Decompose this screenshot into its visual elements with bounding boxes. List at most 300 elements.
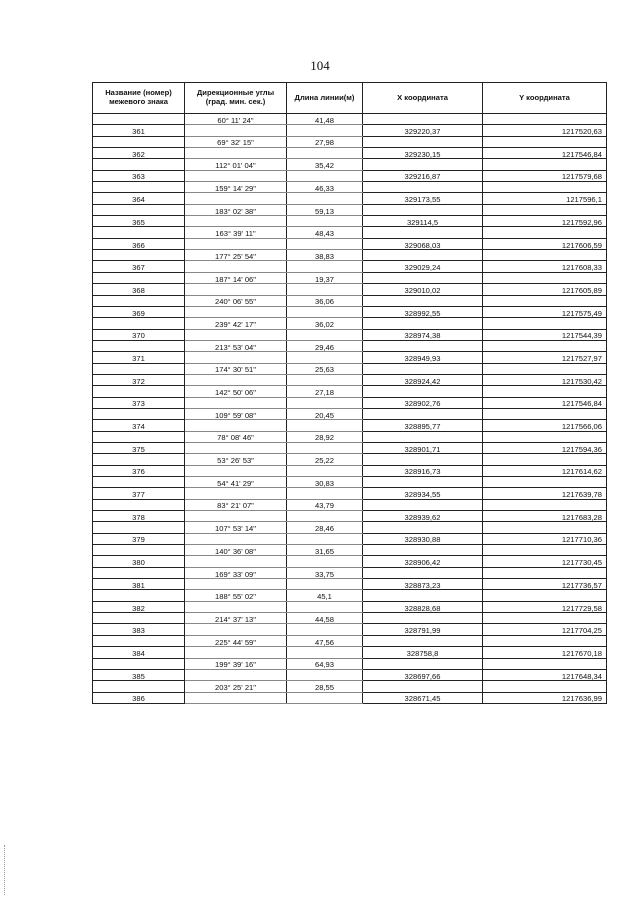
line-length: 38,83 — [287, 250, 363, 261]
point-row — [93, 397, 607, 408]
empty-cell — [287, 465, 363, 476]
empty-cell — [363, 499, 483, 510]
empty-cell — [483, 318, 607, 329]
empty-cell — [363, 204, 483, 215]
point-row — [93, 306, 607, 317]
segment-row — [93, 431, 607, 442]
direction-angle: 188° 55' 02" — [185, 590, 287, 601]
empty-cell — [185, 579, 287, 590]
direction-angle: 214° 37' 13" — [185, 613, 287, 624]
empty-cell — [93, 204, 185, 215]
segment-row — [93, 477, 607, 488]
empty-cell — [363, 431, 483, 442]
point-row — [93, 488, 607, 499]
line-length: 59,13 — [287, 204, 363, 215]
empty-cell — [185, 692, 287, 703]
point-name: 365 — [93, 216, 185, 227]
empty-cell — [185, 125, 287, 136]
header-y: Y координата — [483, 83, 607, 114]
empty-cell — [363, 272, 483, 283]
empty-cell — [483, 227, 607, 238]
empty-cell — [185, 624, 287, 635]
empty-cell — [363, 363, 483, 374]
point-row — [93, 374, 607, 385]
empty-cell — [287, 306, 363, 317]
line-length: 28,46 — [287, 522, 363, 533]
empty-cell — [93, 567, 185, 578]
empty-cell — [185, 284, 287, 295]
segment-row — [93, 363, 607, 374]
line-length: 41,48 — [287, 114, 363, 125]
empty-cell — [363, 386, 483, 397]
empty-cell — [93, 522, 185, 533]
line-length: 36,02 — [287, 318, 363, 329]
point-row — [93, 125, 607, 136]
x-coordinate: 328828,68 — [363, 601, 483, 612]
line-length: 44,58 — [287, 613, 363, 624]
y-coordinate: 1217670,18 — [483, 647, 607, 658]
empty-cell — [93, 227, 185, 238]
y-coordinate: 1217736,57 — [483, 579, 607, 590]
direction-angle: 225° 44' 59" — [185, 635, 287, 646]
direction-angle: 69° 32' 15" — [185, 136, 287, 147]
empty-cell — [287, 261, 363, 272]
line-length: 46,33 — [287, 182, 363, 193]
empty-cell — [363, 250, 483, 261]
margin-mark — [4, 845, 7, 895]
point-row — [93, 420, 607, 431]
table-body — [93, 114, 607, 704]
point-name: 383 — [93, 624, 185, 635]
empty-cell — [287, 692, 363, 703]
empty-cell — [93, 295, 185, 306]
empty-cell — [185, 511, 287, 522]
x-coordinate: 328924,42 — [363, 374, 483, 385]
point-row — [93, 465, 607, 476]
segment-row — [93, 318, 607, 329]
empty-cell — [93, 182, 185, 193]
empty-cell — [363, 613, 483, 624]
point-row — [93, 511, 607, 522]
point-name: 385 — [93, 669, 185, 680]
point-name: 375 — [93, 442, 185, 453]
empty-cell — [93, 635, 185, 646]
empty-cell — [287, 352, 363, 363]
point-name: 374 — [93, 420, 185, 431]
segment-row — [93, 272, 607, 283]
x-coordinate: 328906,42 — [363, 556, 483, 567]
point-name: 368 — [93, 284, 185, 295]
direction-angle: 239° 42' 17" — [185, 318, 287, 329]
line-length: 33,75 — [287, 567, 363, 578]
segment-row — [93, 567, 607, 578]
x-coordinate: 329230,15 — [363, 148, 483, 159]
line-length: 47,56 — [287, 635, 363, 646]
point-row — [93, 533, 607, 544]
segment-row — [93, 408, 607, 419]
x-coordinate: 328902,76 — [363, 397, 483, 408]
empty-cell — [483, 613, 607, 624]
point-row — [93, 647, 607, 658]
empty-cell — [363, 681, 483, 692]
empty-cell — [287, 216, 363, 227]
empty-cell — [287, 601, 363, 612]
x-coordinate: 329029,24 — [363, 261, 483, 272]
empty-cell — [287, 533, 363, 544]
header-angle: Дирекционные углы (град. мин. сек.) — [185, 83, 287, 114]
boundary-coordinates-table — [92, 82, 607, 704]
empty-cell — [363, 408, 483, 419]
empty-cell — [185, 488, 287, 499]
segment-row — [93, 340, 607, 351]
empty-cell — [287, 511, 363, 522]
x-coordinate: 328934,55 — [363, 488, 483, 499]
point-row — [93, 692, 607, 703]
point-name: 380 — [93, 556, 185, 567]
empty-cell — [185, 306, 287, 317]
line-length: 48,43 — [287, 227, 363, 238]
empty-cell — [185, 148, 287, 159]
header-name: Название (номер) межевого знака — [93, 83, 185, 114]
empty-cell — [483, 590, 607, 601]
segment-row — [93, 658, 607, 669]
x-coordinate: 328939,62 — [363, 511, 483, 522]
y-coordinate: 1217730,45 — [483, 556, 607, 567]
segment-row — [93, 590, 607, 601]
x-coordinate: 328895,77 — [363, 420, 483, 431]
direction-angle: 174° 30' 51" — [185, 363, 287, 374]
empty-cell — [185, 216, 287, 227]
empty-cell — [483, 454, 607, 465]
point-row — [93, 442, 607, 453]
empty-cell — [185, 170, 287, 181]
empty-cell — [287, 624, 363, 635]
empty-cell — [93, 477, 185, 488]
direction-angle: 163° 39' 11" — [185, 227, 287, 238]
empty-cell — [185, 647, 287, 658]
table-header — [93, 83, 607, 114]
x-coordinate: 328873,23 — [363, 579, 483, 590]
segment-row — [93, 499, 607, 510]
point-name: 379 — [93, 533, 185, 544]
empty-cell — [93, 363, 185, 374]
empty-cell — [287, 125, 363, 136]
y-coordinate: 1217579,68 — [483, 170, 607, 181]
point-name: 363 — [93, 170, 185, 181]
empty-cell — [483, 545, 607, 556]
empty-cell — [483, 272, 607, 283]
segment-row — [93, 204, 607, 215]
y-coordinate: 1217608,33 — [483, 261, 607, 272]
direction-angle: 109° 59' 08" — [185, 408, 287, 419]
empty-cell — [363, 227, 483, 238]
empty-cell — [93, 658, 185, 669]
y-coordinate: 1217527,97 — [483, 352, 607, 363]
x-coordinate: 328901,71 — [363, 442, 483, 453]
y-coordinate: 1217520,63 — [483, 125, 607, 136]
empty-cell — [185, 374, 287, 385]
x-coordinate: 329216,87 — [363, 170, 483, 181]
header-x: X координата — [363, 83, 483, 114]
line-length: 43,79 — [287, 499, 363, 510]
segment-row — [93, 136, 607, 147]
line-length: 31,65 — [287, 545, 363, 556]
empty-cell — [287, 238, 363, 249]
x-coordinate: 328974,38 — [363, 329, 483, 340]
y-coordinate: 1217614,62 — [483, 465, 607, 476]
point-name: 384 — [93, 647, 185, 658]
empty-cell — [93, 250, 185, 261]
x-coordinate: 328697,66 — [363, 669, 483, 680]
direction-angle: 213° 53' 04" — [185, 340, 287, 351]
y-coordinate: 1217566,06 — [483, 420, 607, 431]
header-length: Длина линии(м) — [287, 83, 363, 114]
y-coordinate: 1217606,59 — [483, 238, 607, 249]
y-coordinate: 1217683,28 — [483, 511, 607, 522]
empty-cell — [185, 352, 287, 363]
empty-cell — [185, 397, 287, 408]
line-length: 28,55 — [287, 681, 363, 692]
y-coordinate: 1217546,84 — [483, 148, 607, 159]
direction-angle: 187° 14' 06" — [185, 272, 287, 283]
line-length: 27,18 — [287, 386, 363, 397]
point-name: 373 — [93, 397, 185, 408]
empty-cell — [483, 386, 607, 397]
line-length: 25,22 — [287, 454, 363, 465]
empty-cell — [93, 590, 185, 601]
empty-cell — [185, 329, 287, 340]
empty-cell — [363, 136, 483, 147]
empty-cell — [287, 374, 363, 385]
empty-cell — [93, 114, 185, 125]
x-coordinate: 328992,55 — [363, 306, 483, 317]
empty-cell — [93, 454, 185, 465]
direction-angle: 83° 21' 07" — [185, 499, 287, 510]
empty-cell — [287, 420, 363, 431]
point-row — [93, 148, 607, 159]
segment-row — [93, 613, 607, 624]
empty-cell — [287, 669, 363, 680]
direction-angle: 107° 53' 14" — [185, 522, 287, 533]
direction-angle: 60° 11' 24" — [185, 114, 287, 125]
empty-cell — [363, 477, 483, 488]
point-name: 382 — [93, 601, 185, 612]
x-coordinate: 329068,03 — [363, 238, 483, 249]
segment-row — [93, 454, 607, 465]
point-name: 377 — [93, 488, 185, 499]
line-length: 35,42 — [287, 159, 363, 170]
y-coordinate: 1217575,49 — [483, 306, 607, 317]
point-name: 372 — [93, 374, 185, 385]
empty-cell — [483, 431, 607, 442]
empty-cell — [363, 567, 483, 578]
y-coordinate: 1217710,36 — [483, 533, 607, 544]
y-coordinate: 1217544,39 — [483, 329, 607, 340]
empty-cell — [287, 647, 363, 658]
segment-row — [93, 545, 607, 556]
line-length: 30,83 — [287, 477, 363, 488]
point-name: 366 — [93, 238, 185, 249]
empty-cell — [363, 340, 483, 351]
empty-cell — [185, 601, 287, 612]
point-row — [93, 601, 607, 612]
point-row — [93, 261, 607, 272]
point-name: 376 — [93, 465, 185, 476]
direction-angle: 240° 06' 55" — [185, 295, 287, 306]
empty-cell — [483, 477, 607, 488]
segment-row — [93, 295, 607, 306]
point-name: 364 — [93, 193, 185, 204]
y-coordinate: 1217636,99 — [483, 692, 607, 703]
empty-cell — [185, 556, 287, 567]
empty-cell — [483, 250, 607, 261]
point-row — [93, 579, 607, 590]
empty-cell — [363, 159, 483, 170]
empty-cell — [185, 238, 287, 249]
x-coordinate: 328791,99 — [363, 624, 483, 635]
point-name: 381 — [93, 579, 185, 590]
x-coordinate: 328930,88 — [363, 533, 483, 544]
empty-cell — [185, 261, 287, 272]
segment-row — [93, 635, 607, 646]
x-coordinate: 328916,73 — [363, 465, 483, 476]
line-length: 19,37 — [287, 272, 363, 283]
segment-row — [93, 522, 607, 533]
direction-angle: 199° 39' 16" — [185, 658, 287, 669]
y-coordinate: 1217592,96 — [483, 216, 607, 227]
empty-cell — [483, 408, 607, 419]
direction-angle: 159° 14' 29" — [185, 182, 287, 193]
line-length: 45,1 — [287, 590, 363, 601]
y-coordinate: 1217648,34 — [483, 669, 607, 680]
y-coordinate: 1217596,1 — [483, 193, 607, 204]
direction-angle: 169° 33' 09" — [185, 567, 287, 578]
empty-cell — [93, 613, 185, 624]
y-coordinate: 1217546,84 — [483, 397, 607, 408]
point-name: 378 — [93, 511, 185, 522]
y-coordinate: 1217594,36 — [483, 442, 607, 453]
empty-cell — [93, 159, 185, 170]
line-length: 64,93 — [287, 658, 363, 669]
point-row — [93, 238, 607, 249]
point-name: 370 — [93, 329, 185, 340]
empty-cell — [483, 340, 607, 351]
y-coordinate: 1217704,25 — [483, 624, 607, 635]
empty-cell — [287, 148, 363, 159]
empty-cell — [363, 182, 483, 193]
point-row — [93, 170, 607, 181]
y-coordinate: 1217530,42 — [483, 374, 607, 385]
segment-row — [93, 386, 607, 397]
point-row — [93, 352, 607, 363]
segment-row — [93, 182, 607, 193]
empty-cell — [287, 397, 363, 408]
direction-angle: 112° 01' 04" — [185, 159, 287, 170]
empty-cell — [363, 590, 483, 601]
point-name: 386 — [93, 692, 185, 703]
x-coordinate: 328671,45 — [363, 692, 483, 703]
line-length: 27,98 — [287, 136, 363, 147]
direction-angle: 140° 36' 08" — [185, 545, 287, 556]
empty-cell — [483, 114, 607, 125]
point-name: 367 — [93, 261, 185, 272]
x-coordinate: 328949,93 — [363, 352, 483, 363]
empty-cell — [483, 363, 607, 374]
empty-cell — [483, 204, 607, 215]
empty-cell — [363, 114, 483, 125]
empty-cell — [93, 136, 185, 147]
empty-cell — [287, 579, 363, 590]
direction-angle: 53° 26' 53" — [185, 454, 287, 465]
empty-cell — [93, 545, 185, 556]
empty-cell — [287, 556, 363, 567]
empty-cell — [287, 442, 363, 453]
x-coordinate: 329220,37 — [363, 125, 483, 136]
empty-cell — [363, 522, 483, 533]
empty-cell — [287, 488, 363, 499]
point-row — [93, 284, 607, 295]
empty-cell — [93, 499, 185, 510]
segment-row — [93, 250, 607, 261]
empty-cell — [93, 431, 185, 442]
empty-cell — [287, 193, 363, 204]
empty-cell — [483, 182, 607, 193]
point-name: 361 — [93, 125, 185, 136]
point-row — [93, 193, 607, 204]
y-coordinate: 1217639,78 — [483, 488, 607, 499]
line-length: 29,46 — [287, 340, 363, 351]
empty-cell — [483, 295, 607, 306]
empty-cell — [483, 136, 607, 147]
x-coordinate: 329010,02 — [363, 284, 483, 295]
point-row — [93, 669, 607, 680]
empty-cell — [483, 499, 607, 510]
empty-cell — [93, 272, 185, 283]
direction-angle: 54° 41' 29" — [185, 477, 287, 488]
empty-cell — [483, 635, 607, 646]
empty-cell — [483, 658, 607, 669]
point-row — [93, 624, 607, 635]
segment-row — [93, 114, 607, 125]
empty-cell — [287, 170, 363, 181]
line-length: 28,92 — [287, 431, 363, 442]
line-length: 25,63 — [287, 363, 363, 374]
direction-angle: 142° 50' 06" — [185, 386, 287, 397]
empty-cell — [363, 295, 483, 306]
point-row — [93, 216, 607, 227]
empty-cell — [93, 386, 185, 397]
empty-cell — [185, 533, 287, 544]
empty-cell — [363, 318, 483, 329]
empty-cell — [483, 522, 607, 533]
empty-cell — [93, 318, 185, 329]
direction-angle: 183° 02' 38" — [185, 204, 287, 215]
empty-cell — [185, 669, 287, 680]
empty-cell — [185, 442, 287, 453]
empty-cell — [287, 329, 363, 340]
x-coordinate: 329173,55 — [363, 193, 483, 204]
segment-row — [93, 159, 607, 170]
empty-cell — [287, 284, 363, 295]
line-length: 36,06 — [287, 295, 363, 306]
page-number: 104 — [310, 58, 330, 73]
line-length: 20,45 — [287, 408, 363, 419]
point-row — [93, 556, 607, 567]
empty-cell — [185, 193, 287, 204]
empty-cell — [363, 454, 483, 465]
empty-cell — [93, 340, 185, 351]
segment-row — [93, 681, 607, 692]
